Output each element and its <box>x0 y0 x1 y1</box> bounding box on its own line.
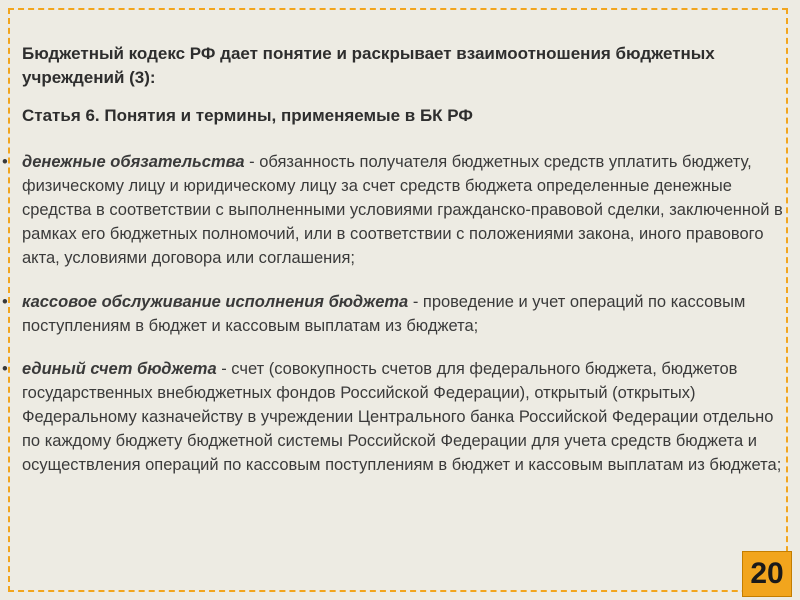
bullet-icon: • <box>2 153 8 171</box>
bullet-icon: • <box>2 360 8 378</box>
article-title: Статья 6. Понятия и термины, применяемые в БК РФ <box>22 106 473 125</box>
definition-item <box>2 150 796 270</box>
definition-term: кассовое обслуживание исполнения бюджета <box>22 293 409 311</box>
definition-list <box>2 150 796 497</box>
definition-item <box>2 357 796 477</box>
definition-text: - обязанность получателя бюджетных средств уплатить бюджету, физическому лицу и юридическому лицу за счет средств бюджета определенные денежные средства в соответствии с выполненными условиями гражданско-правовой сделки, заключенной в рамках его бюджетных полномочий, или в соответствии с положениями закона, иного правового акта, условиями договора или соглашения; <box>22 153 783 267</box>
definition-text: - счет (совокупность счетов для федерального бюджета, бюджетов государственных внебюджетных фондов Российской Федерации), открытый (открытых) Федеральному казначейству в учреждении Центрального банка Российской Федерации отдельно по каждому бюджету бюджетной системы Российской Федерации для учета средств бюджета и осуществления операций по кассовым поступлениям в бюджет и кассовым выплатам из бюджета; <box>22 360 782 474</box>
definition-term: денежные обязательства <box>22 153 245 171</box>
definition-item <box>2 290 796 338</box>
definition-text: - проведение и учет операций по кассовым поступлениям в бюджет и кассовым выплатам из бюджета; <box>22 293 746 335</box>
definition-term: единый счет бюджета <box>22 360 217 378</box>
slide-heading: Бюджетный кодекс РФ дает понятие и раскрывает взаимоотношения бюджетных учреждений (3): <box>22 44 715 87</box>
page-number-badge: 20 <box>742 551 792 597</box>
bullet-icon: • <box>2 293 8 311</box>
